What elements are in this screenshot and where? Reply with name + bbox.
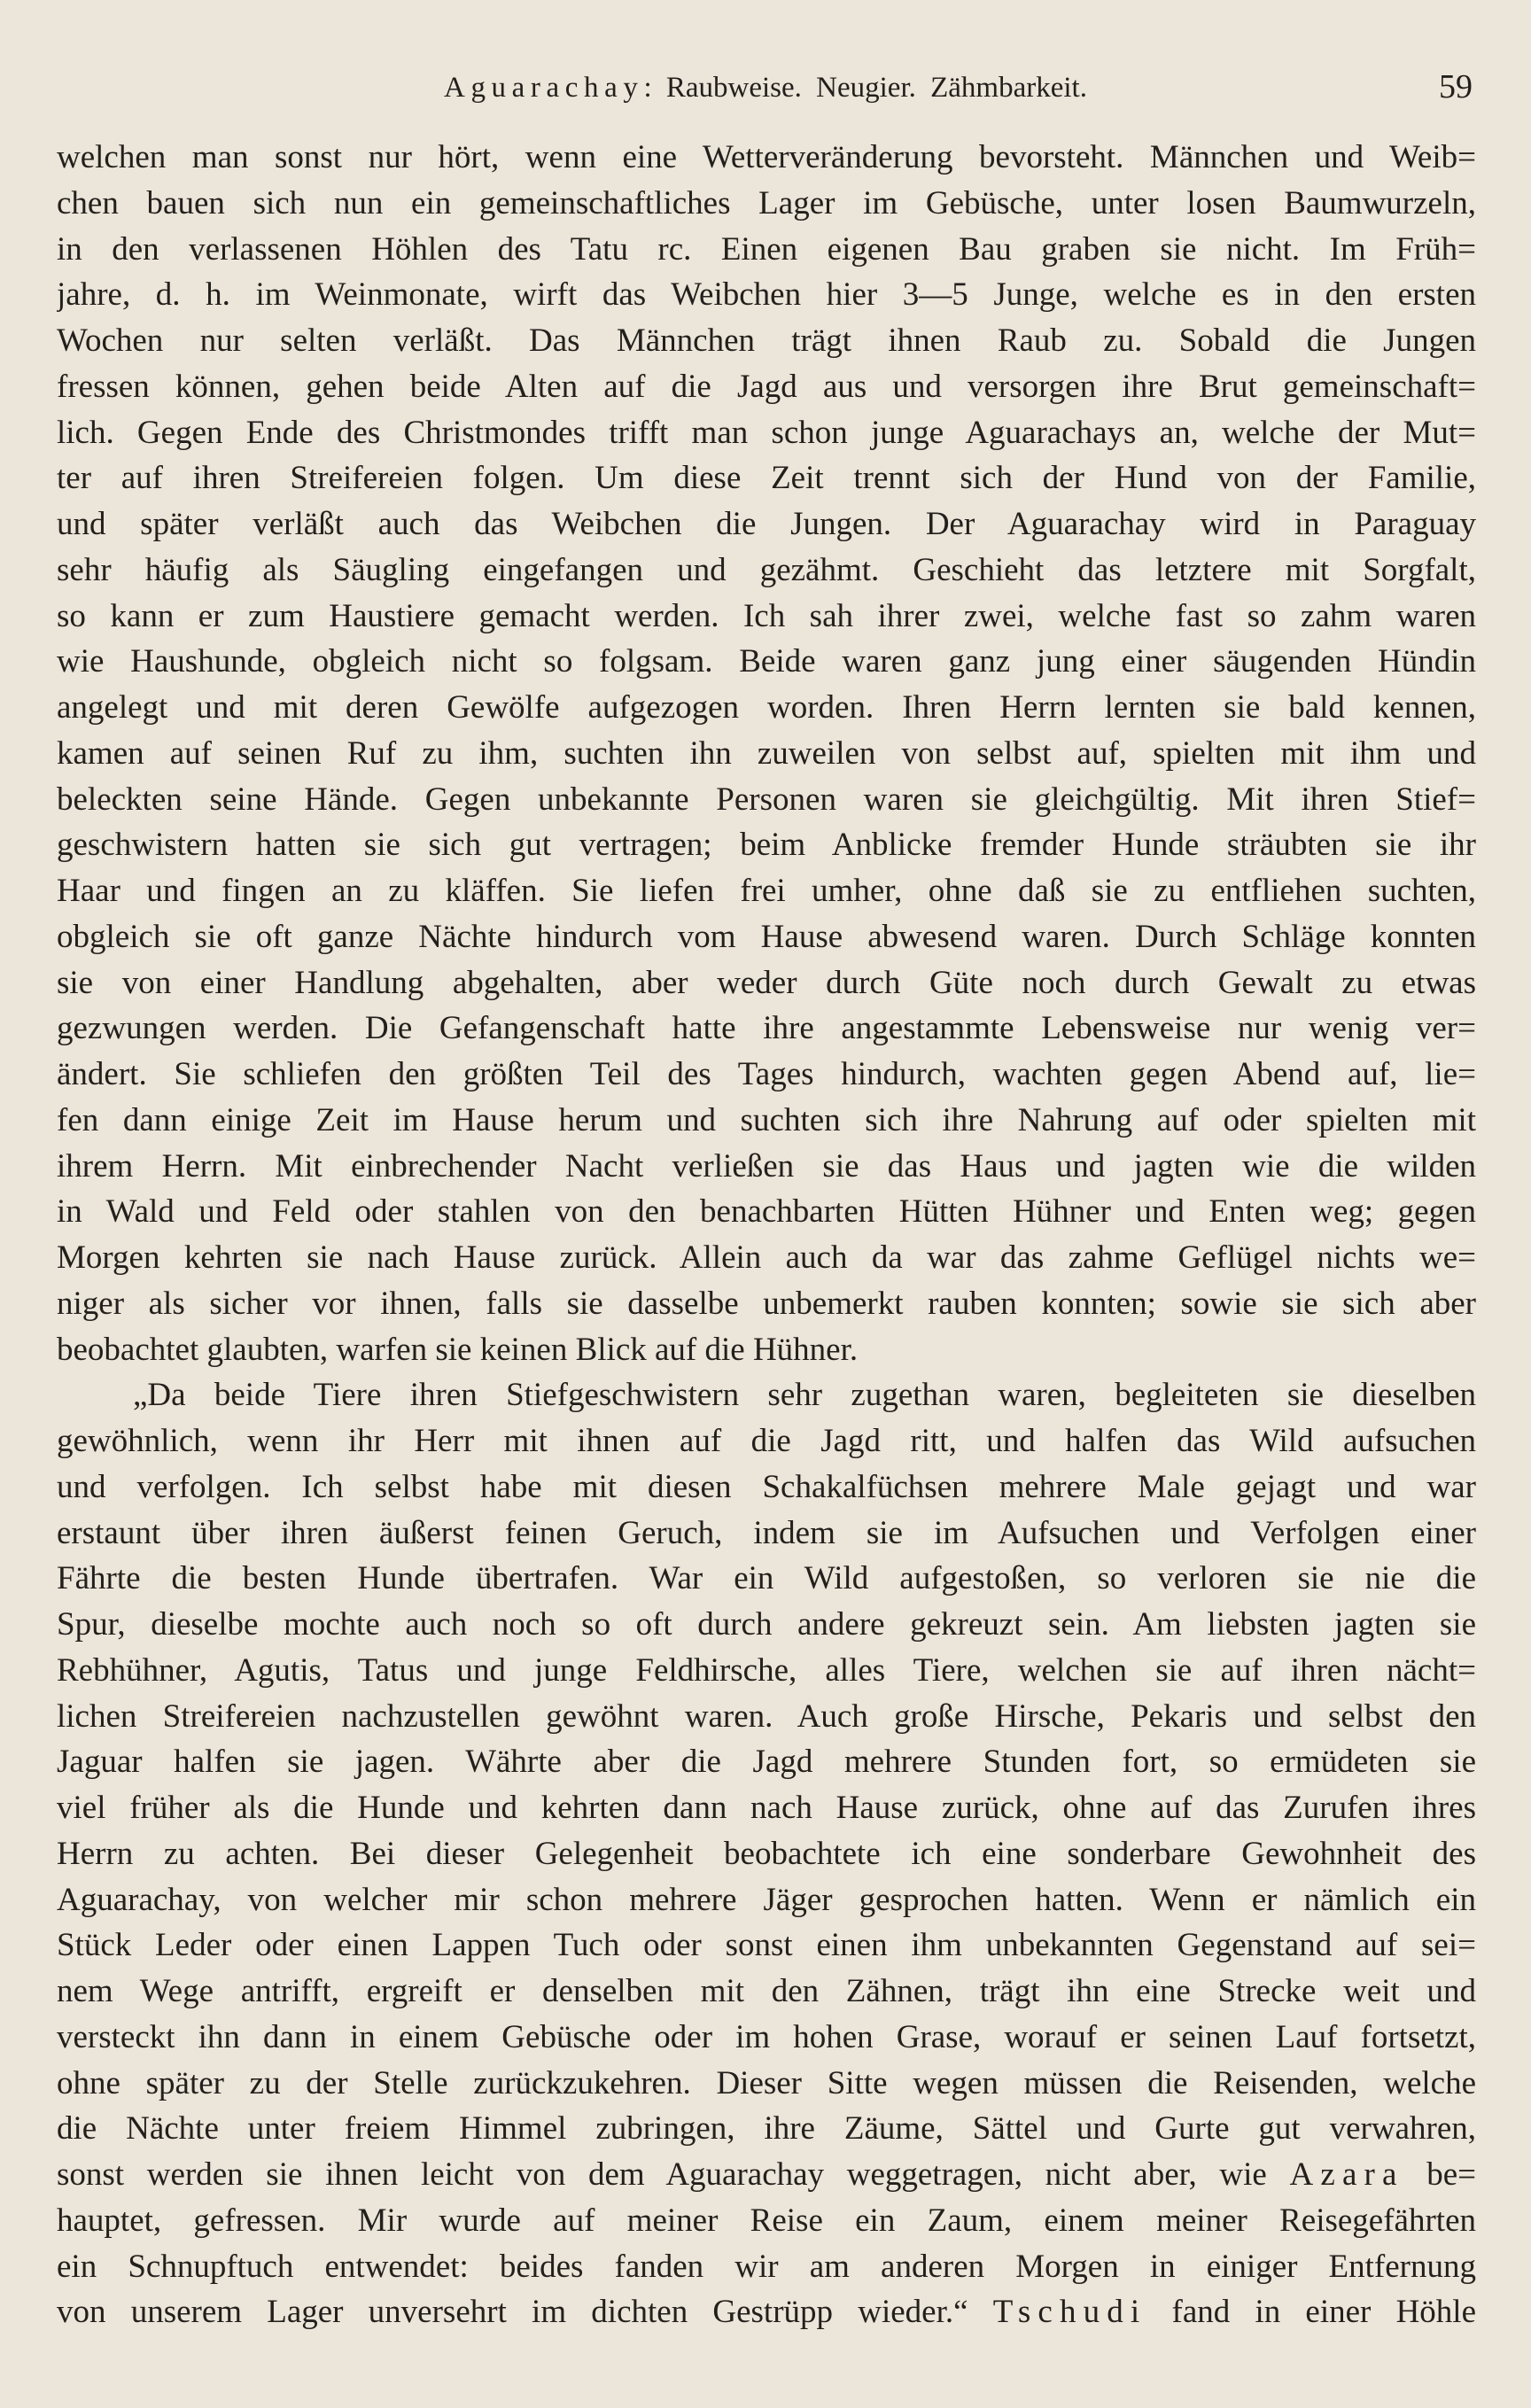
spaced-name: Tschudi xyxy=(992,2294,1147,2331)
text-line: wie Haushunde, obgleich nicht so folgsam. Beide waren ganz jung einer säugenden Hündin xyxy=(57,643,1476,680)
text-line: versteckt ihn dann in einem Gebüsche oder im hohen Grase, worauf er seinen Lauf fortsetzt, xyxy=(57,2018,1476,2055)
paragraph xyxy=(57,1372,1476,2335)
text-line: fen dann einige Zeit im Hause herum und suchten sich ihre Nahrung auf oder spielten mit xyxy=(57,1101,1476,1138)
running-head-title-spaced: Aguarachay xyxy=(444,72,644,104)
text-line: in den verlassenen Höhlen des Tatu rc. Einen eigenen Bau graben sie nicht. Im Früh= xyxy=(57,230,1476,268)
text-line: „Da beide Tiere ihren Stiefgeschwistern sehr zugethan waren, begleiteten sie dieselben xyxy=(133,1377,1476,1414)
line-segment: von unserem Lager unversehrt im dichten Gestrüpp wieder.“ xyxy=(57,2294,993,2331)
text-line: erstaunt über ihren äußerst feinen Geruch, indem sie im Aufsuchen und Verfolgen einer xyxy=(57,1514,1476,1551)
text-line: geschwistern hatten sie sich gut vertragen; beim Anblicke fremder Hunde sträubten sie ihr xyxy=(57,827,1476,864)
text-line: lich. Gegen Ende des Christmondes trifft man schon junge Aguarachays an, welche der Mut= xyxy=(57,414,1476,451)
text-line: gezwungen werden. Die Gefangenschaft hatte ihre angestammte Lebensweise nur wenig ver= xyxy=(57,1010,1476,1047)
text-line: gewöhnlich, wenn ihr Herr mit ihnen auf die Jagd ritt, und halfen das Wild aufsuchen xyxy=(57,1423,1476,1459)
text-line: niger als sicher vor ihnen, falls sie dasselbe unbemerkt rauben konnten; sowie sie sich aber xyxy=(57,1285,1476,1322)
text-line: Rebhühner, Agutis, Tatus und junge Feldhirsche, alles Tiere, welchen sie auf ihren nächt= xyxy=(57,1651,1476,1689)
page-number: 59 xyxy=(1439,68,1473,105)
text-line: so kann er zum Haustiere gemacht werden. Ich sah ihrer zwei, welche fast so zahm waren xyxy=(57,597,1476,634)
line-segment: sonst werden sie ihnen leicht von dem Aguarachay weggetragen, nicht aber, wie xyxy=(57,2156,1290,2193)
text-line: beleckten seine Hände. Gegen unbekannte Personen waren sie gleichgültig. Mit ihren Stief= xyxy=(57,781,1476,818)
text-line xyxy=(57,2152,1476,2198)
text-line: Aguarachay, von welcher mir schon mehrere Jäger gesprochen hatten. Wenn er nämlich ein xyxy=(57,1881,1476,1918)
text-line: ter auf ihren Streifereien folgen. Um diese Zeit trennt sich der Hund von der Familie, xyxy=(57,460,1476,497)
text-line: Jaguar halfen sie jagen. Währte aber die Jagd mehrere Stunden fort, so ermüdeten sie xyxy=(57,1744,1476,1781)
text-line: in Wald und Feld oder stahlen von den benachbarten Hütten Hühner und Enten weg; gegen xyxy=(57,1193,1476,1231)
text-line: ohne später zu der Stelle zurückzukehren. Dieser Sitte wegen müssen die Reisenden, welche xyxy=(57,2064,1476,2101)
spaced-name: Azara xyxy=(1289,2156,1404,2193)
text-line: Spur, dieselbe mochte auch noch so oft durch andere gekreuzt sein. Am liebsten jagten sie xyxy=(57,1606,1476,1643)
text-line: welchen man sonst nur hört, wenn eine Wetterveränderung bevorsteht. Männchen und Weib= xyxy=(57,139,1476,175)
text-line: Stück Leder oder einen Lappen Tuch oder sonst einen ihm unbekannten Gegenstand auf sei= xyxy=(57,1927,1476,1964)
text-line: fressen können, gehen beide Alten auf die Jagd aus und versorgen ihre Brut gemeinschaft= xyxy=(57,368,1476,405)
text-line: und später verläßt auch das Weibchen die Jungen. Der Aguarachay wird in Paraguay xyxy=(57,506,1476,542)
text-line: Morgen kehrten sie nach Hause zurück. Allein auch da war das zahme Geflügel nichts we= xyxy=(57,1239,1476,1276)
text-line: kamen auf seinen Ruf zu ihm, suchten ihn zuweilen von selbst auf, spielten mit ihm und xyxy=(57,734,1476,772)
text-line xyxy=(57,2289,1476,2335)
running-head-title-rest: : Raubweise. Neugier. Zähmbarkeit. xyxy=(643,72,1087,104)
text-line: ihrem Herrn. Mit einbrechender Nacht verließen sie das Haus und jagten wie die wilden xyxy=(57,1147,1476,1185)
text-line: obgleich sie oft ganze Nächte hindurch vom Hause abwesend waren. Durch Schläge konnten xyxy=(57,918,1476,955)
text-line: beobachtet glaubten, warfen sie keinen Blick auf die Hühner. xyxy=(57,1331,859,1368)
text-line: Wochen nur selten verläßt. Das Männchen trägt ihnen Raub zu. Sobald die Jungen xyxy=(57,322,1476,359)
line-segment: fand in einer Höhle xyxy=(1146,2294,1476,2331)
running-head xyxy=(0,69,1531,106)
text-line: chen bauen sich nun ein gemeinschaftliches Lager im Gebüsche, unter losen Baumwurzeln, xyxy=(57,184,1476,221)
text-line: Haar und fingen an zu kläffen. Sie liefen frei umher, ohne daß sie zu entfliehen suchten, xyxy=(57,873,1476,909)
text-line: die Nächte unter freiem Himmel zubringen, ihre Zäume, Sättel und Gurte gut verwahren, xyxy=(57,2110,1476,2148)
text-line: angelegt und mit deren Gewölfe aufgezogen worden. Ihren Herrn lernten sie bald kennen, xyxy=(57,689,1476,726)
text-line: hauptet, gefressen. Mir wurde auf meiner Reise ein Zaum, einem meiner Reisegefährten xyxy=(57,2202,1476,2239)
line-segment: be= xyxy=(1403,2156,1476,2193)
text-line: ändert. Sie schliefen den größten Teil des Tages hindurch, wachten gegen Abend auf, lie= xyxy=(57,1056,1476,1092)
text-line: jahre, d. h. im Weinmonate, wirft das Weibchen hier 3—5 Junge, welche es in den ersten xyxy=(57,276,1476,314)
text-line: und verfolgen. Ich selbst habe mit diesen Schakalfüchsen mehrere Male gejagt und war xyxy=(57,1468,1476,1505)
text-line: Fährte die besten Hunde übertrafen. War ein Wild aufgestoßen, so verloren sie nie die xyxy=(57,1560,1476,1597)
body-text xyxy=(57,135,1476,2335)
text-line: nem Wege antrifft, ergreift er denselben mit den Zähnen, trägt ihn eine Strecke weit und xyxy=(57,1973,1476,2009)
text-line: sie von einer Handlung abgehalten, aber weder durch Güte noch durch Gewalt zu etwas xyxy=(57,964,1476,1001)
paragraph xyxy=(57,135,1476,1372)
text-line: ein Schnupftuch entwendet: beides fanden wir am anderen Morgen in einiger Entfernung xyxy=(57,2248,1476,2285)
text-line: viel früher als die Hunde und kehrten dann nach Hause zurück, ohne auf das Zurufen ihres xyxy=(57,1790,1476,1826)
text-line: lichen Streifereien nachzustellen gewöhnt waren. Auch große Hirsche, Pekaris und selbst den xyxy=(57,1697,1476,1735)
text-line: Herrn zu achten. Bei dieser Gelegenheit beobachtete ich eine sonderbare Gewohnheit des xyxy=(57,1835,1476,1872)
text-line: sehr häufig als Säugling eingefangen und gezähmt. Geschieht das letztere mit Sorgfalt, xyxy=(57,551,1476,588)
